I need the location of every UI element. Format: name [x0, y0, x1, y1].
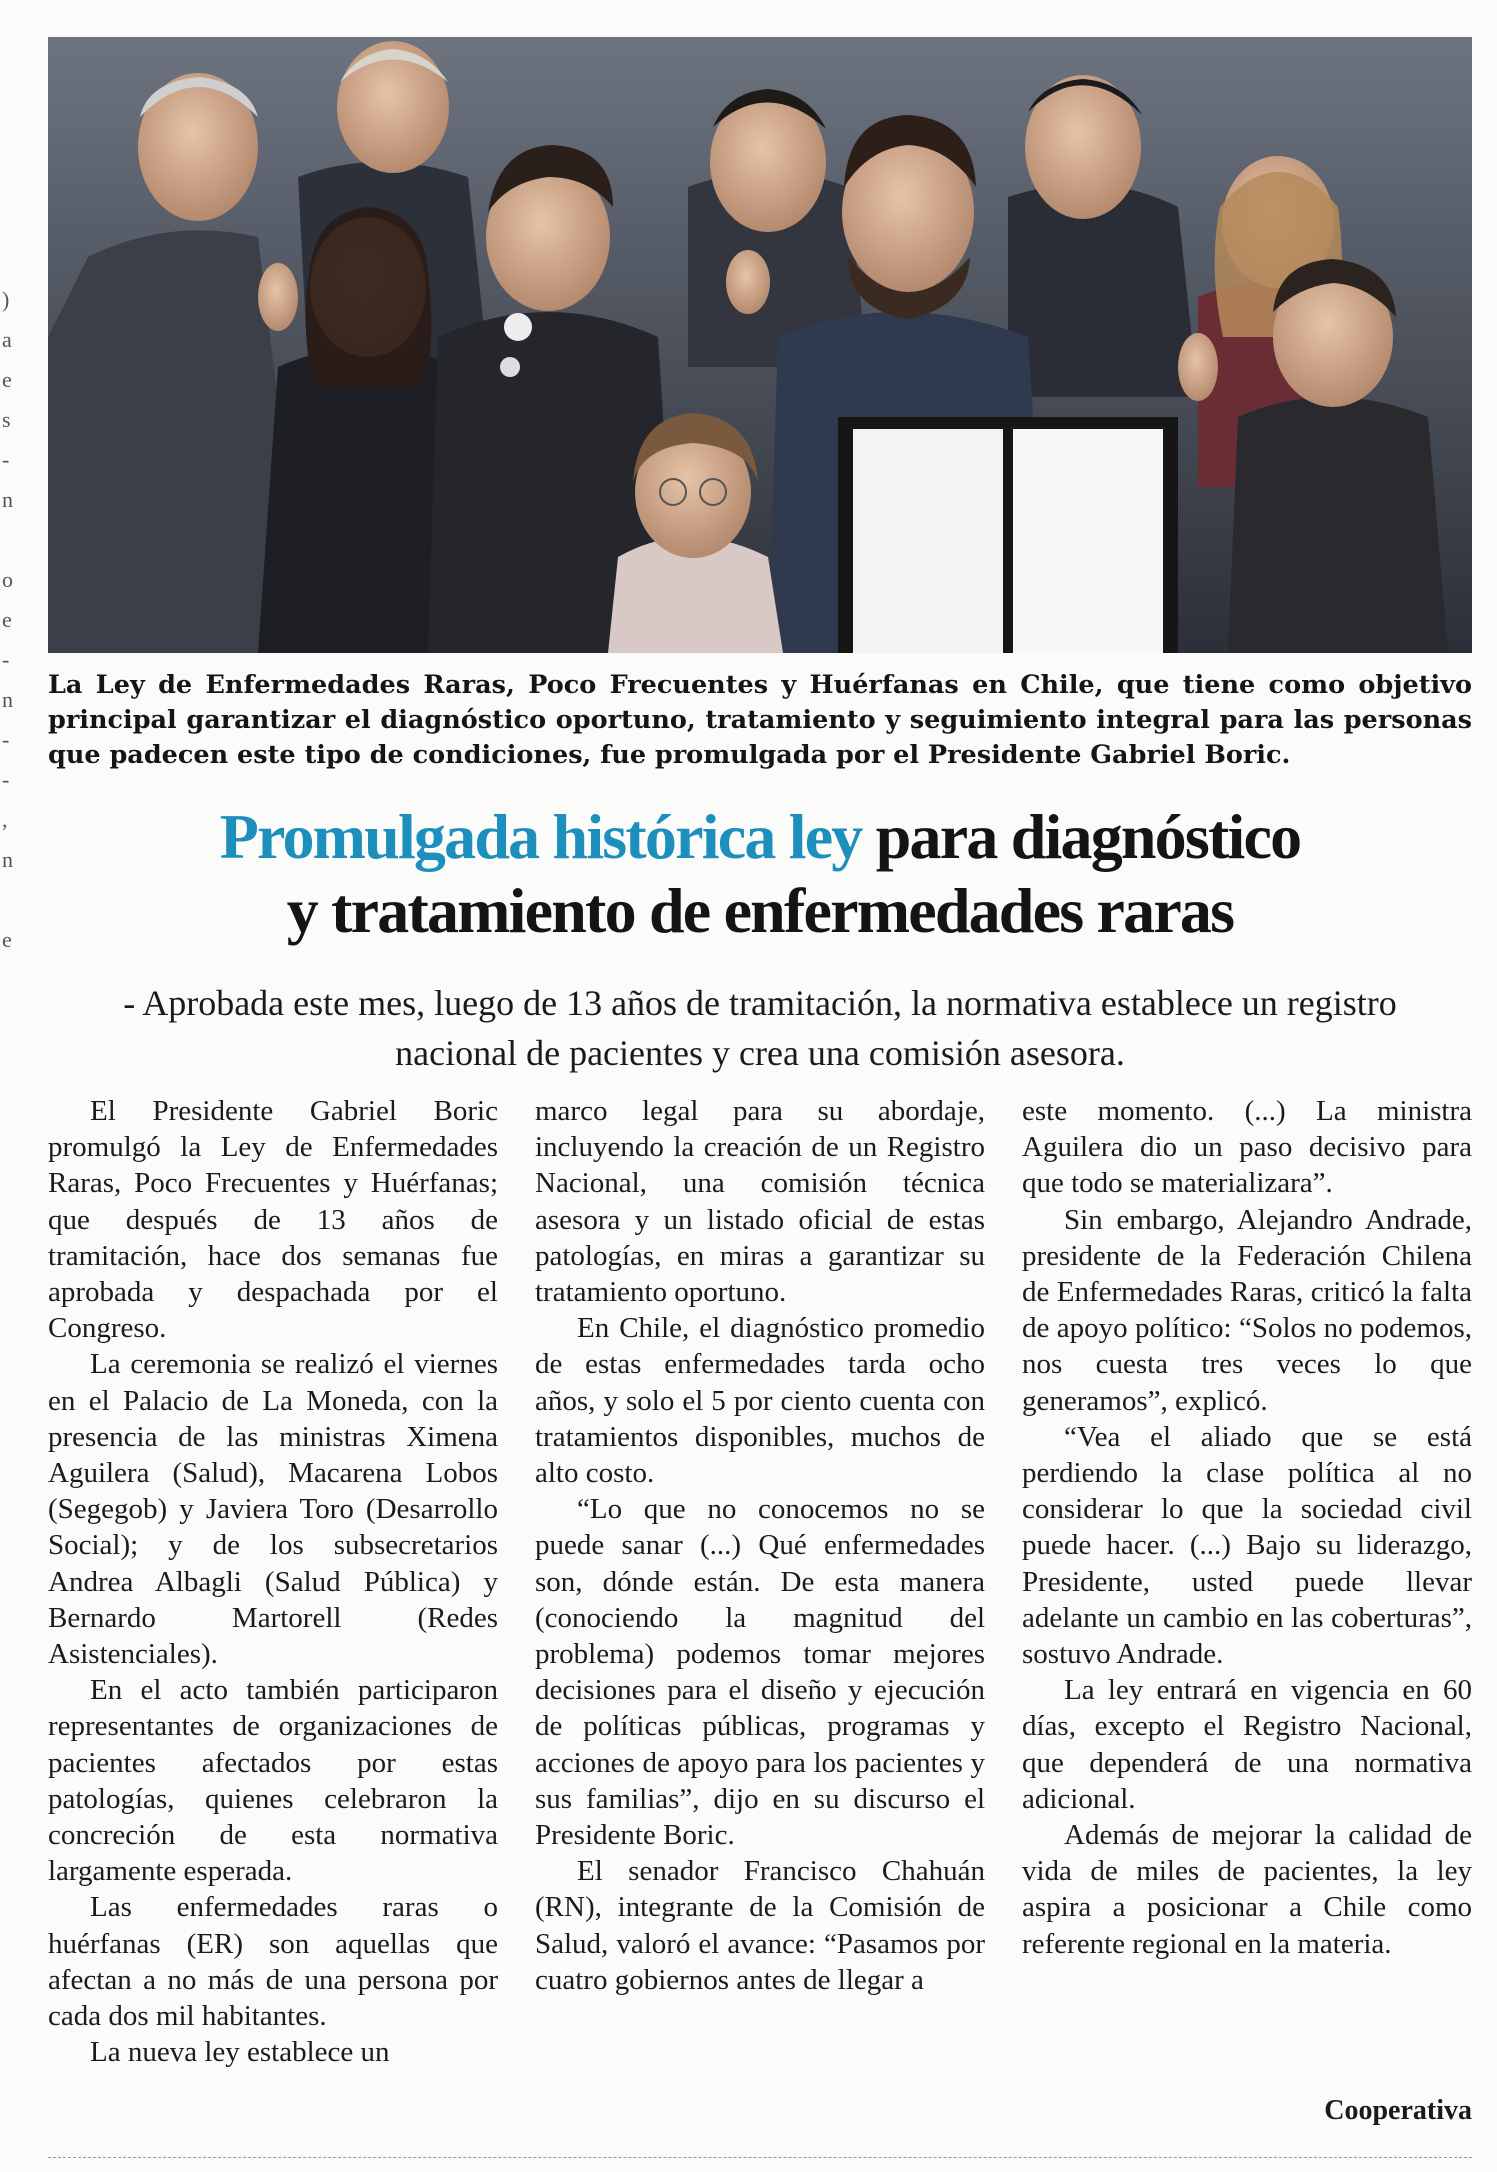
bleed-fragment: e	[2, 367, 12, 392]
headline-line2: y tratamiento de enfermedades raras	[286, 875, 1234, 946]
bleed-fragment: -	[2, 447, 10, 472]
paragraph: Además de mejorar la calidad de vida de miles de pacientes, la ley aspira a posicionar a Chile como referente regional en la materia.	[1022, 1819, 1472, 1960]
bleed-fragment: e	[2, 607, 12, 632]
bleed-fragment: )	[2, 287, 10, 312]
bleed-fragment: a	[2, 327, 12, 352]
bleed-fragment: o	[2, 567, 13, 592]
adjacent-page-bleed	[2, 280, 16, 980]
paragraph: La nueva ley establece un	[90, 2036, 390, 2069]
ceremony-photo	[48, 37, 1472, 653]
headline-accent: Promulgada histórica ley	[219, 801, 862, 872]
article-column-1	[48, 1093, 498, 2070]
bleed-fragment	[2, 520, 16, 560]
bleed-fragment: -	[2, 647, 10, 672]
headline	[48, 800, 1472, 948]
paragraph: El Presidente Gabriel Boric promulgó la Ley de Enfermedades Raras, Poco Frecuentes y Huérfanas; que después de 13 años de tramitación, hace dos semanas fue aprobada y despachada por el Congreso.	[48, 1095, 498, 1345]
photo-caption: La Ley de Enfermedades Raras, Poco Frecuentes y Huérfanas en Chile, que tiene como objetivo principal garantizar el diagnóstico oportuno, tratamiento y seguimiento integral para las personas que padecen este tipo de condiciones, fue promulgada por el Presidente Gabriel Boric.	[48, 670, 1472, 770]
bleed-fragment: n	[2, 687, 13, 712]
paragraph: Sin embargo, Alejandro Andrade, presidente de la Federación Chilena de Enfermedades Raras, criticó la falta de apoyo político: “Solos no podemos, nos cuesta tres veces lo que generamos”, explicó.	[1022, 1203, 1472, 1417]
bottom-rule	[48, 2157, 1472, 2158]
bleed-fragment: e	[2, 927, 12, 952]
bleed-fragment: -	[2, 767, 10, 792]
article-body	[48, 1093, 1472, 2138]
paragraph: este momento. (...) La ministra Aguilera dio un paso decisivo para que todo se materializara”.	[1022, 1095, 1472, 1200]
source-credit: Cooperativa	[1324, 2095, 1472, 2126]
ceremony-photo-illustration	[48, 37, 1472, 653]
bleed-fragment: n	[2, 487, 13, 512]
bleed-fragment: ,	[2, 807, 8, 832]
paragraph: El senador Francisco Chahuán (RN), integrante de la Comisión de Salud, valoró el avance: “Pasamos por cuatro gobiernos antes de llegar a	[535, 1855, 985, 1996]
paragraph: Las enfermedades raras o huérfanas (ER) son aquellas que afectan a no más de una persona por cada dos mil habitantes.	[48, 1891, 498, 2033]
subtitle: - Aprobada este mes, luego de 13 años de tramitación, la normativa establece un registro nacional de pacientes y crea una comisión asesora.	[123, 983, 1397, 1073]
paragraph: En el acto también participaron representantes de organizaciones de pacientes afectados por estas patologías, quienes celebraron la concreción de esta normativa largamente esperada.	[48, 1674, 498, 1888]
paragraph: “Lo que no conocemos no se puede sanar (...) Qué enfermedades son, dónde están. De esta manera (conociendo la magnitud del problema) podemos tomar mejores decisiones para el diseño y ejecución de políticas públicas, programas y acciones de apoyo para los pacientes y sus familias”, dijo en su discurso el Presidente Boric.	[535, 1493, 985, 1852]
paragraph: marco legal para su abordaje, incluyendo la creación de un Registro Nacional, una comisión técnica asesora y un listado oficial de estas patologías, en miras a garantizar su tratamiento oportuno.	[535, 1095, 985, 1309]
bleed-fragment	[2, 880, 16, 920]
paragraph: En Chile, el diagnóstico promedio de estas enfermedades tarda ocho años, y solo el 5 por ciento cuenta con tratamientos disponibles, muchos de alto costo.	[535, 1312, 985, 1490]
bleed-fragment: n	[2, 847, 13, 872]
bleed-fragment: -	[2, 727, 10, 752]
bleed-fragment: s	[2, 407, 11, 432]
article-column-2	[535, 1093, 985, 1998]
paragraph: La ley entrará en vigencia en 60 días, excepto el Registro Nacional, que dependerá de una normativa adicional.	[1022, 1674, 1472, 1815]
article-column-3	[1022, 1093, 1472, 1962]
paragraph: “Vea el aliado que se está perdiendo la clase política al no considerar lo que la sociedad civil puede hacer. (...) Bajo su liderazgo, Presidente, usted puede llevar adelante un cambio en las coberturas”, sostuvo Andrade.	[1022, 1420, 1472, 1671]
headline-line1-rest: para diagnóstico	[861, 801, 1301, 872]
paragraph: La ceremonia se realizó el viernes en el Palacio de La Moneda, con la presencia de las ministras Ximena Aguilera (Salud), Macarena Lobos (Segegob) y Javiera Toro (Desarrollo Social); y de los subsecretarios Andrea Albagli (Salud Pública) y Bernardo Martorell (Redes Asistenciales).	[48, 1348, 498, 1671]
